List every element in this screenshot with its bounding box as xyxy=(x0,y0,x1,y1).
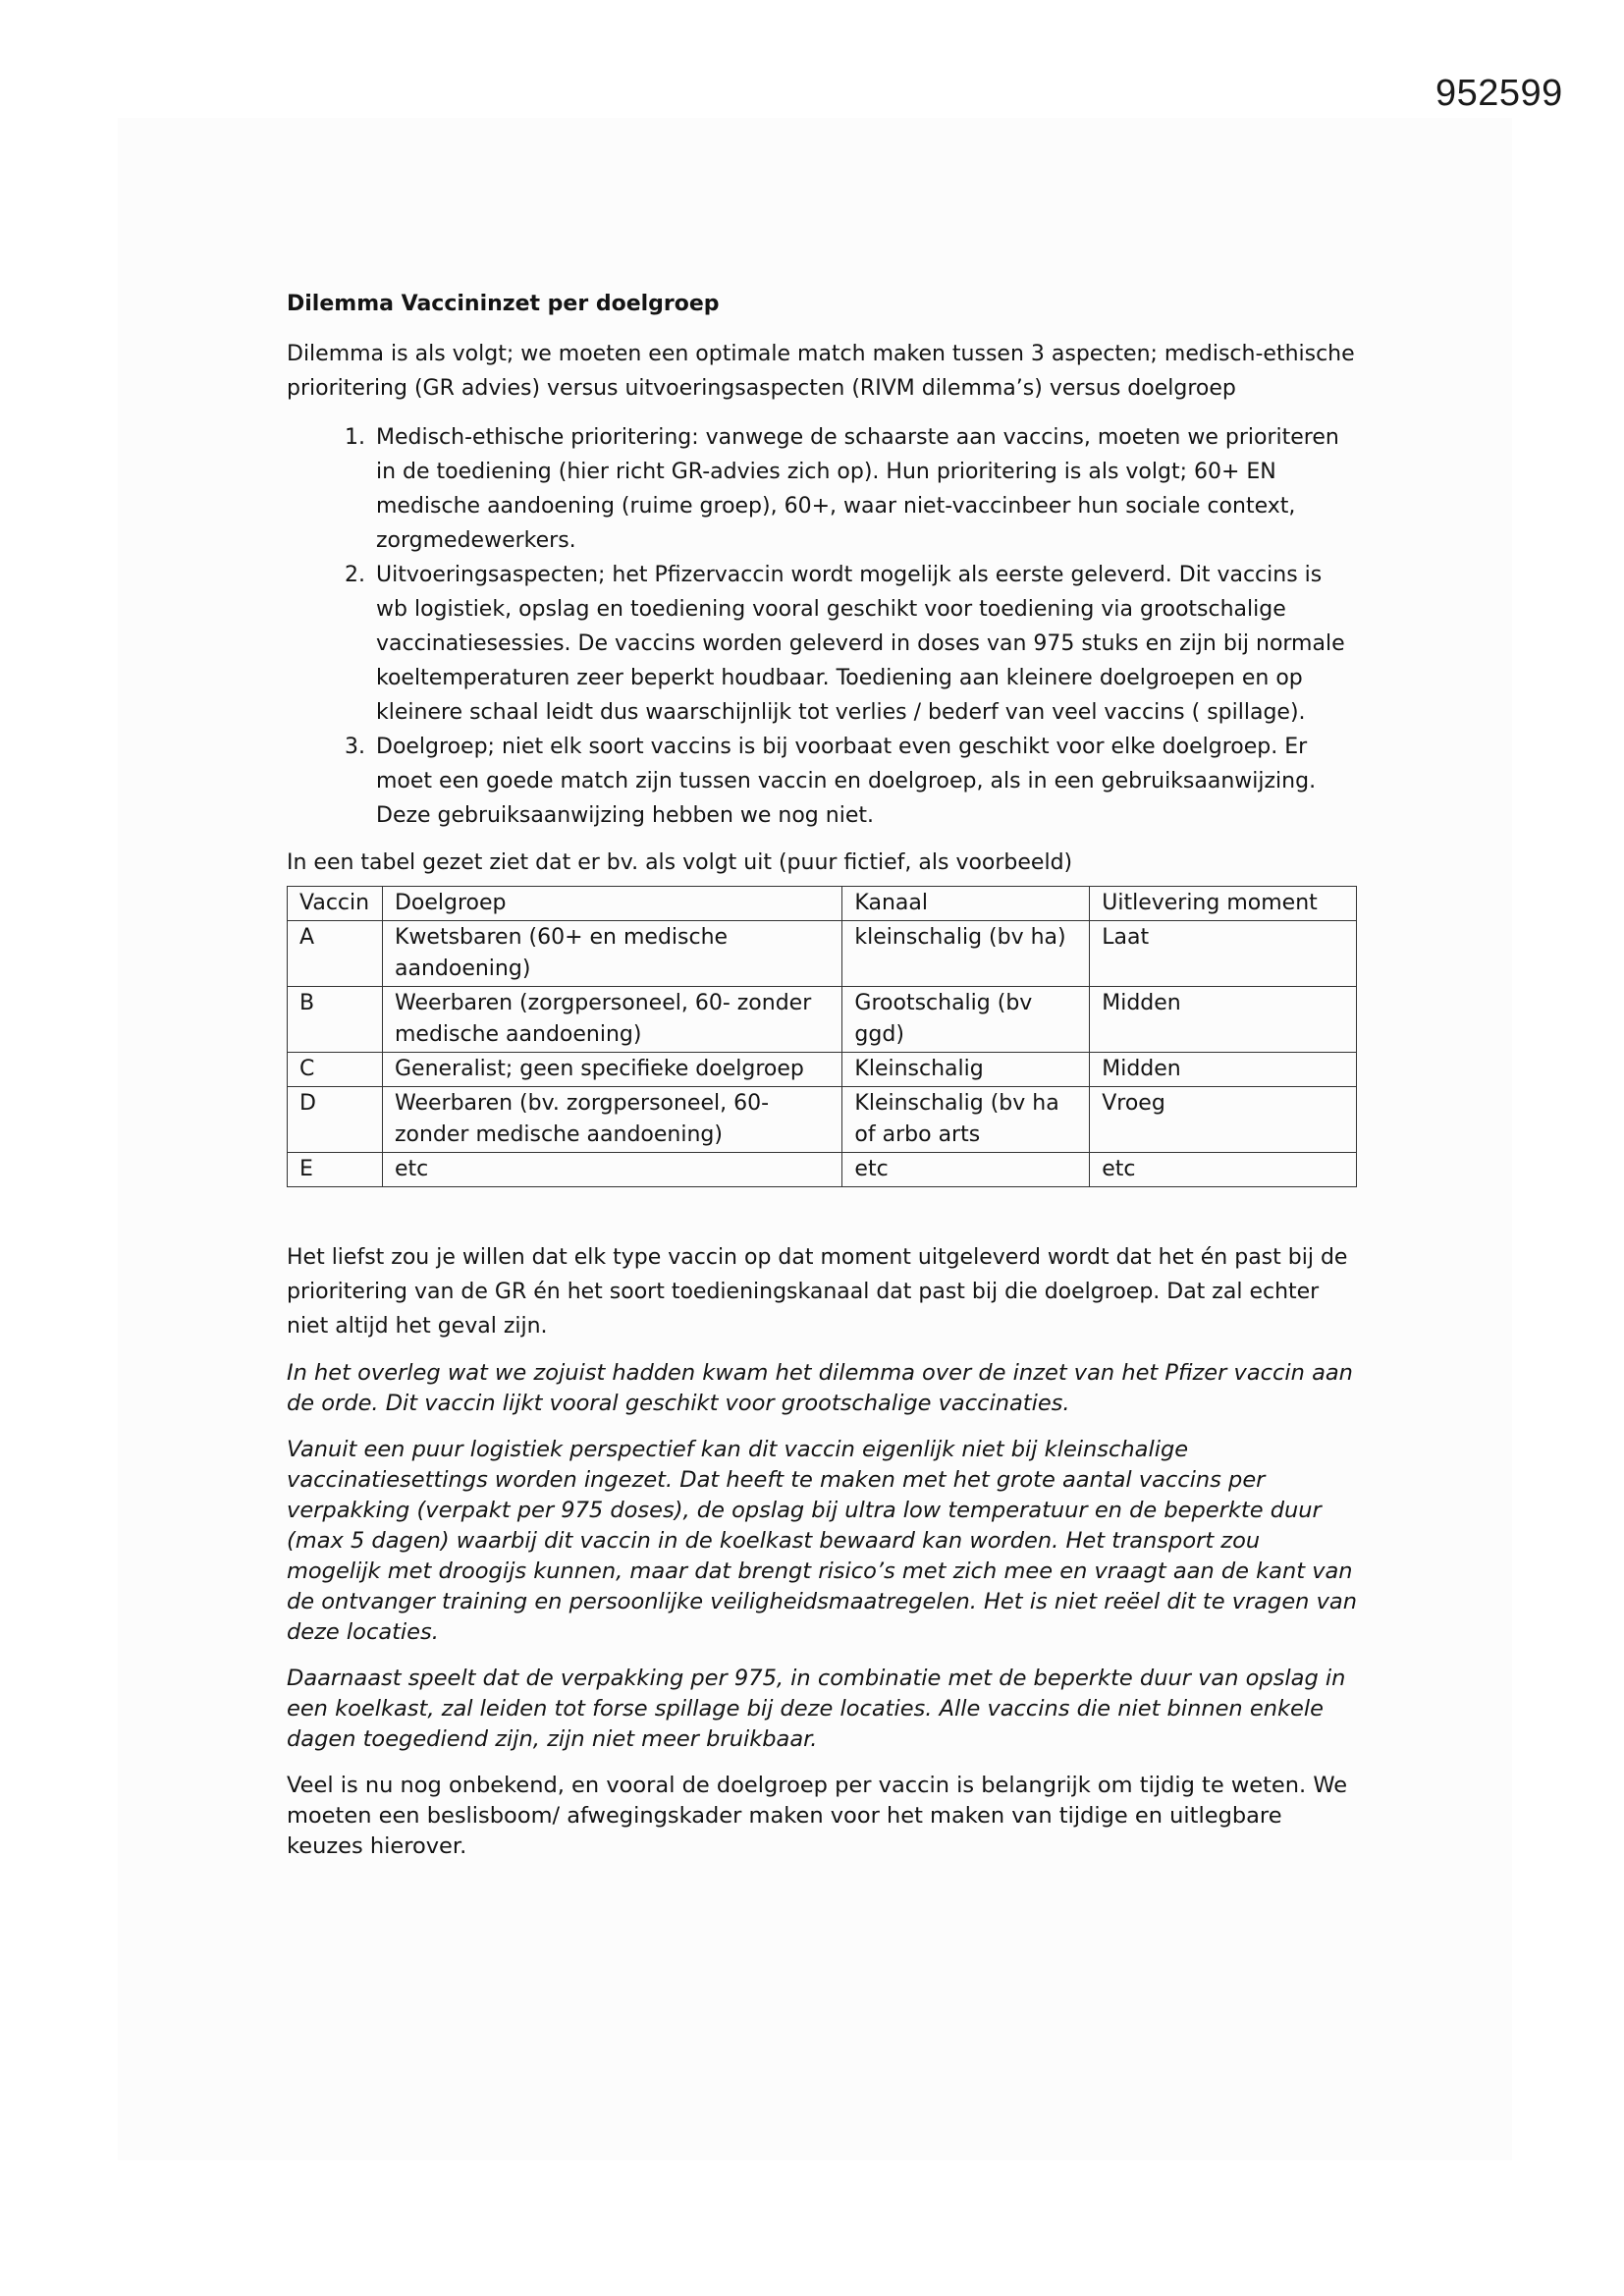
document-body xyxy=(287,287,1357,1862)
cell-vaccin: D xyxy=(288,1087,383,1153)
vaccine-table xyxy=(287,886,1357,1187)
intro-paragraph: Dilemma is als volgt; we moeten een optimale match maken tussen 3 aspecten; medisch-ethische prioritering (GR advies) versus uitvoeringsaspecten (RIVM dilemma’s) versus doelgroep xyxy=(287,342,1355,401)
cell-doelgroep: Weerbaren (zorgpersoneel, 60- zonder medische aandoening) xyxy=(382,987,841,1053)
meeting-note-paragraph: In het overleg wat we zojuist hadden kwam het dilemma over de inzet van het Pfizer vaccin aan de orde. Dit vaccin lijkt vooral geschikt voor grootschalige vaccinaties. xyxy=(287,1360,1353,1416)
header-doelgroep: Doelgroep xyxy=(382,887,841,921)
cell-kanaal: kleinschalig (bv ha) xyxy=(842,921,1090,987)
aspect-item: 1. Medisch-ethische prioritering: vanwege de schaarste aan vaccins, moeten we prioriteren in de toediening (hier richt GR-advies zich op). Hun prioritering is als volgt; 60+ EN medische aandoening (ruime groep), 60+, waar niet-vaccinbeer hun sociale context, zorgmedewerkers. xyxy=(372,420,1357,558)
header-kanaal: Kanaal xyxy=(842,887,1090,921)
cell-kanaal: Kleinschalig xyxy=(842,1053,1090,1087)
conclusion-paragraph: Het liefst zou je willen dat elk type vaccin op dat moment uitgeleverd wordt dat het én past bij de prioritering van de GR én het soort toedieningskanaal dat past bij die doelgroep. Dat zal echter niet altijd het geval zijn. xyxy=(287,1245,1348,1339)
cell-kanaal: Grootschalig (bv ggd) xyxy=(842,987,1090,1053)
table-row xyxy=(288,987,1357,1053)
document-title: Dilemma Vaccininzet per doelgroep xyxy=(287,292,720,316)
aspect-item: 3. Doelgroep; niet elk soort vaccins is bij voorbaat even geschikt voor elke doelgroep. Er moet een goede match zijn tussen vaccin en doelgroep, als in een gebruiksaanwijzing. Deze gebruiksaanwijzing hebben we nog niet. xyxy=(372,730,1357,833)
closing-paragraph: Veel is nu nog onbekend, en vooral de doelgroep per vaccin is belangrijk om tijdig te weten. We moeten een beslisboom/ afwegingskader maken voor het maken van tijdige en uitlegbare keuzes hierover. xyxy=(287,1773,1348,1859)
cell-doelgroep: etc xyxy=(382,1153,841,1187)
cell-vaccin: C xyxy=(288,1053,383,1087)
document-id: 952599 xyxy=(1435,73,1563,114)
table-row xyxy=(288,1087,1357,1153)
logistics-paragraph: Vanuit een puur logistiek perspectief kan dit vaccin eigenlijk niet bij kleinschalige vaccinatiesettings worden ingezet. Dat heeft te maken met het grote aantal vaccins per verpakking (verpakt per 975 doses), de opslag bij ultra low temperatuur en de beperkte duur (max 5 dagen) waarbij dit vaccin in de koelkast bewaard kan worden. Het transport zou mogelijk met droogijs kunnen, maar dat brengt risico’s met zich mee en vraagt aan de kant van de ontvanger training en persoonlijke veiligheidsmaatregelen. Het is niet reëel dit te vragen van deze locaties. xyxy=(287,1437,1357,1645)
header-uitlevering-moment: Uitlevering moment xyxy=(1090,887,1357,921)
cell-uitlevering-moment: Laat xyxy=(1090,921,1357,987)
cell-vaccin: E xyxy=(288,1153,383,1187)
table-intro: In een tabel gezet ziet dat er bv. als volgt uit (puur fictief, als voorbeeld) xyxy=(287,850,1073,875)
cell-doelgroep: Generalist; geen specifieke doelgroep xyxy=(382,1053,841,1087)
table-header-row xyxy=(288,887,1357,921)
table-row xyxy=(288,1053,1357,1087)
cell-uitlevering-moment: Midden xyxy=(1090,987,1357,1053)
cell-uitlevering-moment: etc xyxy=(1090,1153,1357,1187)
cell-vaccin: A xyxy=(288,921,383,987)
header-vaccin: Vaccin xyxy=(288,887,383,921)
aspects-list xyxy=(287,420,1357,833)
cell-doelgroep: Kwetsbaren (60+ en medische aandoening) xyxy=(382,921,841,987)
cell-doelgroep: Weerbaren (bv. zorgpersoneel, 60- zonder medische aandoening) xyxy=(382,1087,841,1153)
cell-uitlevering-moment: Midden xyxy=(1090,1053,1357,1087)
cell-vaccin: B xyxy=(288,987,383,1053)
spillage-paragraph: Daarnaast speelt dat de verpakking per 975, in combinatie met de beperkte duur van opslag in een koelkast, zal leiden tot forse spillage bij deze locaties. Alle vaccins die niet binnen enkele dagen toegediend zijn, zijn niet meer bruikbaar. xyxy=(287,1666,1346,1752)
cell-kanaal: Kleinschalig (bv ha of arbo arts xyxy=(842,1087,1090,1153)
table-row xyxy=(288,1153,1357,1187)
cell-kanaal: etc xyxy=(842,1153,1090,1187)
cell-uitlevering-moment: Vroeg xyxy=(1090,1087,1357,1153)
table-row xyxy=(288,921,1357,987)
aspect-item: 2. Uitvoeringsaspecten; het Pfizervaccin wordt mogelijk als eerste geleverd. Dit vaccins is wb logistiek, opslag en toediening vooral geschikt voor toediening via grootschalige vaccinatiesessies. De vaccins worden geleverd in doses van 975 stuks en zijn bij normale koeltemperaturen zeer beperkt houdbaar. Toediening aan kleinere doelgroepen en op kleinere schaal leidt dus waarschijnlijk tot verlies / bederf van veel vaccins ( spillage). xyxy=(372,558,1357,730)
